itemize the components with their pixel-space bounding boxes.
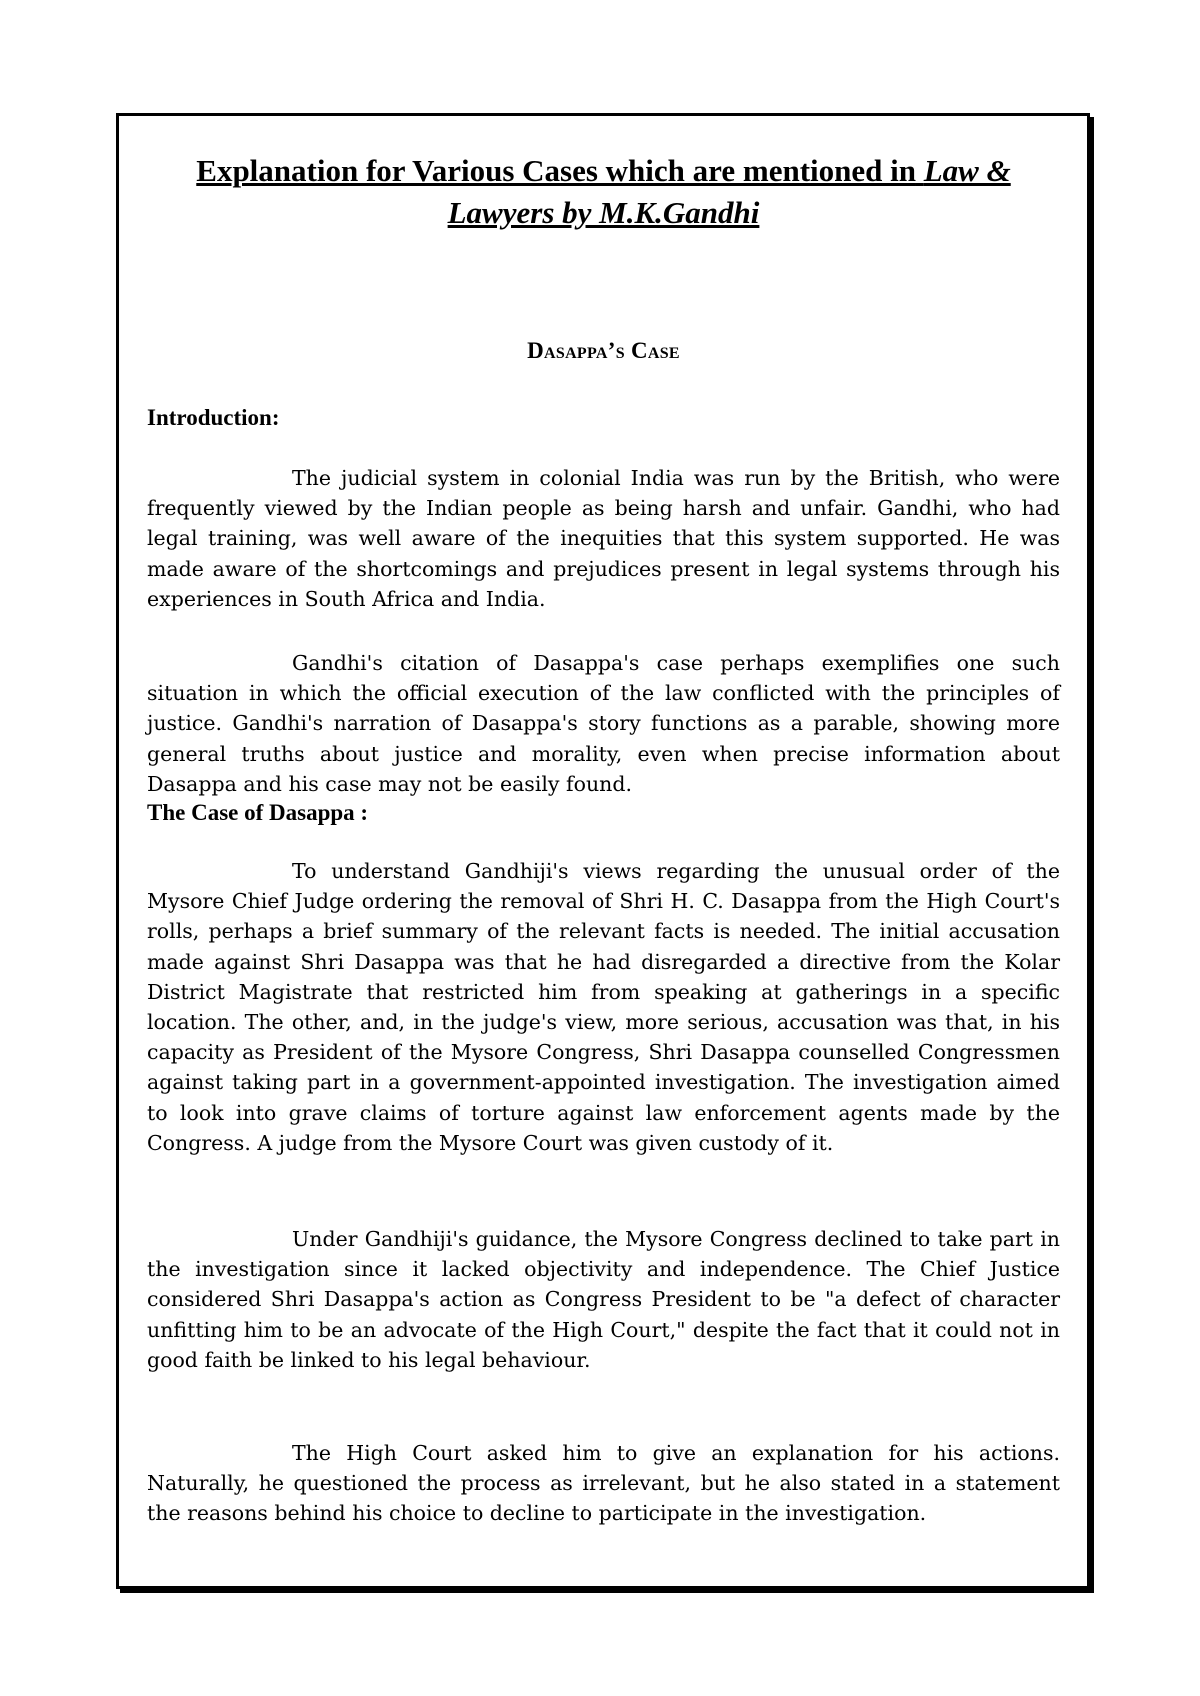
paragraph-intro-2: Gandhi's citation of Dasappa's case perhaps exemplifies one such situation in which the official execution of the law conflicted with the principles of justice. Gandhi's narration of Dasappa's story functions as a parable, showing more general truths about justice and morality, even when precise information about Dasappa and his case may not be easily found. <box>147 651 1060 796</box>
paragraph-case-1: To understand Gandhiji's views regarding the unusual order of the Mysore Chief Judge ordering the removal of Shri H. C. Dasappa from the High Court's rolls, perhaps a brief summary of the relevant facts is needed. The initial accusation made against Shri Dasappa was that he had disregarded a directive from the Kolar District Magistrate that restricted him from speaking at gatherings in a specific location. The other, and, in the judge's view, more serious, accusation was that, in his capacity as President of the Mysore Congress, Shri Dasappa counselled Congressmen against taking part in a government-appointed investigation. The investigation aimed to look into grave claims of torture against law enforcement agents made by the Congress. A judge from the Mysore Court was given custody of it. <box>147 859 1060 1155</box>
paragraph-intro-1: The judicial system in colonial India was run by the British, who were frequently viewed by the Indian people as being harsh and unfair. Gandhi, who had legal training, was well aware of the inequities that this system supported. He was made aware of the shortcomings and prejudices present in legal systems through his experiences in South Africa and India. <box>147 466 1060 611</box>
document-title <box>147 150 1060 234</box>
paragraph-case-2: Under Gandhiji's guidance, the Mysore Congress declined to take part in the investigation since it lacked objectivity and independence. The Chief Justice considered Shri Dasappa's action as Congress President to be "a defect of character unfitting him to be an advocate of the High Court," despite the fact that it could not in good faith be linked to his legal behaviour. <box>147 1227 1060 1372</box>
title-main: Explanation for Various Cases which are mentioned in <box>196 153 916 188</box>
document-body <box>147 150 1060 1526</box>
paragraph-case-3: The High Court asked him to give an explanation for his actions. Naturally, he questioned the process as irrelevant, but he also stated in a statement the reasons behind his choice to decline to participate in the investigation. <box>147 1441 1060 1526</box>
title-italic: Law & Lawyers by M.K.Gandhi <box>447 153 1011 230</box>
case-heading: Dasappa’s Case <box>527 338 680 363</box>
section-heading-introduction: Introduction: <box>147 405 280 430</box>
section-heading-case: The Case of Dasappa : <box>147 800 369 825</box>
